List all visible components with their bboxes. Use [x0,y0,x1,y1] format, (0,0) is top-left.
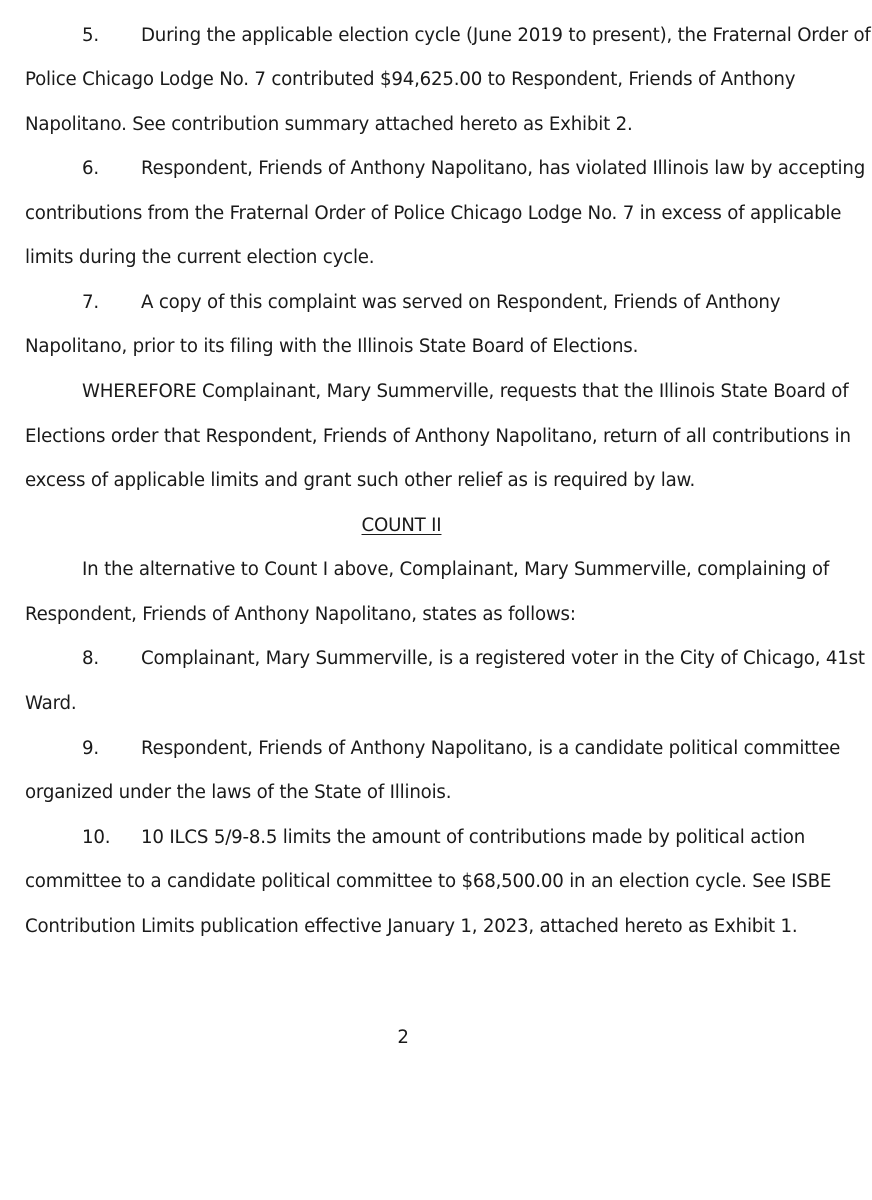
paragraph-7-line-2: Napolitano, prior to its filing with the Illinois State Board of Elections. [25,336,639,357]
paragraph-6-line-1: Respondent, Friends of Anthony Napolitano, has violated Illinois law by accepting [141,158,866,179]
paragraph-9-number: 9. [82,738,99,759]
count-heading [0,517,803,535]
paragraph-8-line-2: Ward. [25,693,77,714]
page-number: 2 [397,1027,409,1048]
paragraph-10-line-2: committee to a candidate political committee to $68,500.00 in an election cycle. See ISBE [25,871,832,892]
paragraph-7-number: 7. [82,292,99,313]
paragraph-5-line-3: Napolitano. See contribution summary attached hereto as Exhibit 2. [25,114,633,135]
paragraph-10-number: 10. [82,827,111,848]
wherefore-line-3: excess of applicable limits and grant such other relief as is required by law. [25,470,696,491]
paragraph-6-number: 6. [82,158,99,179]
paragraph-9-line-1: Respondent, Friends of Anthony Napolitano, is a candidate political committee [141,738,841,759]
paragraph-6-line-3: limits during the current election cycle. [25,247,375,268]
paragraph-5-line-1: During the applicable election cycle (June 2019 to present), the Fraternal Order of [141,25,871,46]
wherefore-line-1: WHEREFORE Complainant, Mary Summerville, requests that the Illinois State Board of [82,381,849,402]
wherefore-line-2: Elections order that Respondent, Friends of Anthony Napolitano, return of all contributions in [25,426,851,447]
paragraph-10-line-1: 10 ILCS 5/9-8.5 limits the amount of contributions made by political action [141,827,806,848]
count-heading-text: COUNT II [361,515,442,536]
paragraph-7-line-1: A copy of this complaint was served on Respondent, Friends of Anthony [141,292,781,313]
paragraph-9-line-2: organized under the laws of the State of Illinois. [25,782,452,803]
intro-line-1: In the alternative to Count I above, Complainant, Mary Summerville, complaining of [82,559,830,580]
paragraph-8-number: 8. [82,648,99,669]
paragraph-6-line-2: contributions from the Fraternal Order of Police Chicago Lodge No. 7 in excess of applicable [25,203,842,224]
paragraph-10-line-3: Contribution Limits publication effective January 1, 2023, attached hereto as Exhibit 1. [25,916,798,937]
paragraph-5-line-2: Police Chicago Lodge No. 7 contributed $94,625.00 to Respondent, Friends of Anthony [25,69,796,90]
paragraph-5-number: 5. [82,25,99,46]
intro-line-2: Respondent, Friends of Anthony Napolitano, states as follows: [25,604,576,625]
paragraph-8-line-1: Complainant, Mary Summerville, is a registered voter in the City of Chicago, 41st [141,648,865,669]
